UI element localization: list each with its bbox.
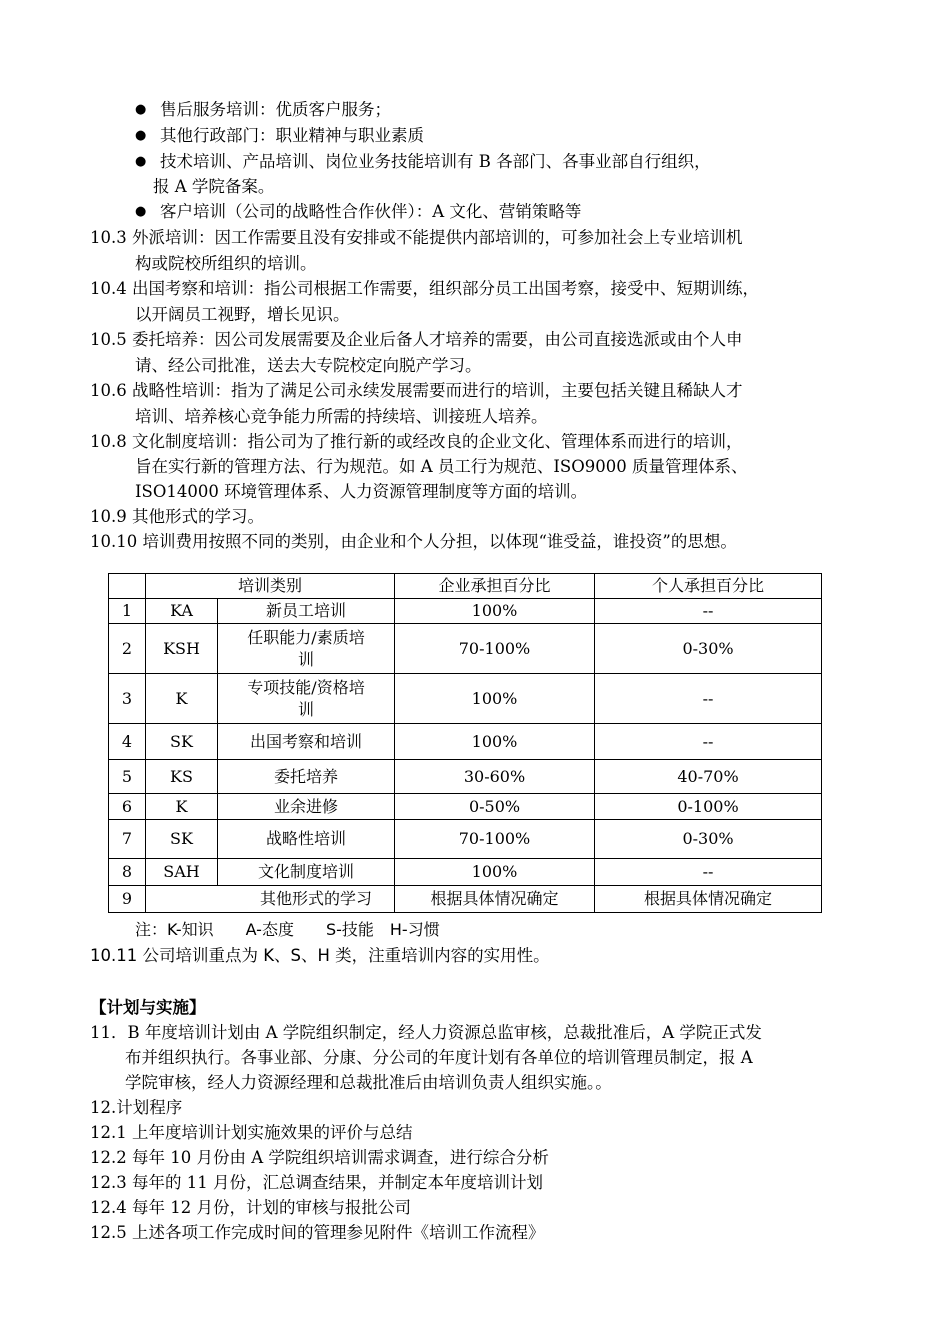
row-personal-share: -- bbox=[595, 859, 822, 886]
table-row bbox=[109, 820, 822, 859]
row-number: 4 bbox=[109, 724, 146, 760]
paragraph-10-6: 10.6 战略性培训：指为了满足公司永续发展需要而进行的培训，主要包括关键且稀缺人才 bbox=[90, 381, 743, 400]
row-company-share: 100% bbox=[395, 724, 595, 760]
table-row bbox=[109, 886, 822, 913]
paragraph-10-8-cont: ISO14000 环境管理体系、人力资源管理制度等方面的培训。 bbox=[135, 482, 588, 501]
row-name: 委托培养 bbox=[218, 760, 395, 794]
row-personal-share: -- bbox=[595, 674, 822, 724]
row-number: 9 bbox=[109, 886, 146, 913]
bullet-item: 技术培训、产品培训、岗位业务技能培训有 B 各部门、各事业部自行组织， bbox=[160, 152, 711, 171]
header-cell-category: 培训类别 bbox=[146, 574, 395, 599]
row-code: SAH bbox=[146, 859, 218, 886]
row-number: 3 bbox=[109, 674, 146, 724]
section-title: 【计划与实施】 bbox=[90, 998, 206, 1017]
table-row bbox=[109, 724, 822, 760]
row-code: K bbox=[146, 794, 218, 820]
header-cell-blank bbox=[109, 574, 146, 599]
paragraph-10-5-cont: 请、经公司批准，送去大专院校定向脱产学习。 bbox=[135, 356, 482, 375]
row-company-share: 100% bbox=[395, 859, 595, 886]
bullet-dot: ● bbox=[135, 102, 147, 117]
row-company-share: 30-60% bbox=[395, 760, 595, 794]
table-row bbox=[109, 859, 822, 886]
table-note: 注：K-知识 A-态度 S-技能 H-习惯 bbox=[135, 920, 440, 939]
bullet-item: 售后服务培训：优质客户服务； bbox=[160, 100, 391, 119]
paragraph-10-8-cont: 旨在实行新的管理方法、行为规范。如 A 员工行为规范、ISO9000 质量管理体系、 bbox=[135, 457, 748, 476]
row-code: KSH bbox=[146, 624, 218, 674]
row-company-share: 根据具体情况确定 bbox=[395, 886, 595, 913]
table-row bbox=[109, 599, 822, 624]
paragraph-10-5: 10.5 委托培养：因公司发展需要及企业后备人才培养的需要，由公司直接选派或由个人申 bbox=[90, 330, 743, 349]
paragraph-12-5: 12.5 上述各项工作完成时间的管理参见附件《培训工作流程》 bbox=[90, 1223, 545, 1242]
row-personal-share: 0-100% bbox=[595, 794, 822, 820]
paragraph-12-3: 12.3 每年的 11 月份，汇总调查结果，并制定本年度培训计划 bbox=[90, 1173, 543, 1192]
paragraph-10-3-cont: 构或院校所组织的培训。 bbox=[135, 254, 317, 273]
row-number: 5 bbox=[109, 760, 146, 794]
paragraph-11-cont: 布并组织执行。各事业部、分康、分公司的年度计划有各单位的培训管理员制定，报 A bbox=[125, 1048, 753, 1067]
row-personal-share: -- bbox=[595, 724, 822, 760]
bullet-item: 客户培训（公司的战略性合作伙伴）：A 文化、营销策略等 bbox=[160, 202, 582, 221]
table-row bbox=[109, 674, 822, 724]
paragraph-12-1: 12.1 上年度培训计划实施效果的评价与总结 bbox=[90, 1123, 413, 1142]
row-name: 任职能力/素质培训 bbox=[218, 624, 395, 674]
header-cell-company: 企业承担百分比 bbox=[395, 574, 595, 599]
row-code: KA bbox=[146, 599, 218, 624]
table-row bbox=[109, 624, 822, 674]
row-personal-share: -- bbox=[595, 599, 822, 624]
training-cost-table bbox=[108, 573, 822, 913]
row-number: 1 bbox=[109, 599, 146, 624]
row-name: 专项技能/资格培训 bbox=[218, 674, 395, 724]
paragraph-10-11: 10.11 公司培训重点为 K、S、H 类，注重培训内容的实用性。 bbox=[90, 946, 550, 965]
table-header-row bbox=[109, 574, 822, 599]
row-company-share: 100% bbox=[395, 599, 595, 624]
row-company-share: 0-50% bbox=[395, 794, 595, 820]
paragraph-10-3: 10.3 外派培训：因工作需要且没有安排或不能提供内部培训的，可参加社会上专业培训机 bbox=[90, 228, 743, 247]
paragraph-10-6-cont: 培训、培养核心竞争能力所需的持续培、训接班人培养。 bbox=[135, 407, 548, 426]
paragraph-10-9: 10.9 其他形式的学习。 bbox=[90, 507, 264, 526]
row-name: 其他形式的学习 bbox=[146, 886, 395, 913]
bullet-dot: ● bbox=[135, 128, 147, 143]
row-personal-share: 0-30% bbox=[595, 820, 822, 859]
row-name: 出国考察和培训 bbox=[218, 724, 395, 760]
paragraph-10-8: 10.8 文化制度培训：指公司为了推行新的或经改良的企业文化、管理体系而进行的培训， bbox=[90, 432, 743, 451]
paragraph-12: 12.计划程序 bbox=[90, 1098, 183, 1117]
row-personal-share: 40-70% bbox=[595, 760, 822, 794]
row-code: SK bbox=[146, 724, 218, 760]
bullet-item-continued: 报 A 学院备案。 bbox=[153, 177, 275, 196]
paragraph-10-10: 10.10 培训费用按照不同的类别，由企业和个人分担，以体现“谁受益，谁投资”的思想。 bbox=[90, 532, 737, 551]
bullet-dot: ● bbox=[135, 154, 147, 169]
paragraph-12-4: 12.4 每年 12 月份，计划的审核与报批公司 bbox=[90, 1198, 411, 1217]
row-code: KS bbox=[146, 760, 218, 794]
bullet-dot: ● bbox=[135, 204, 147, 219]
table-row bbox=[109, 794, 822, 820]
row-name: 业余进修 bbox=[218, 794, 395, 820]
paragraph-12-2: 12.2 每年 10 月份由 A 学院组织培训需求调查，进行综合分析 bbox=[90, 1148, 549, 1167]
row-company-share: 70-100% bbox=[395, 820, 595, 859]
paragraph-10-4-cont: 以开阔员工视野，增长见识。 bbox=[135, 305, 350, 324]
row-code: SK bbox=[146, 820, 218, 859]
paragraph-11-cont: 学院审核，经人力资源经理和总裁批准后由培训负责人组织实施。。 bbox=[125, 1073, 612, 1092]
paragraph-11: 11．B 年度培训计划由 A 学院组织制定，经人力资源总监审核，总裁批准后，A 学院正式发 bbox=[90, 1023, 762, 1042]
row-name: 文化制度培训 bbox=[218, 859, 395, 886]
row-name: 新员工培训 bbox=[218, 599, 395, 624]
row-personal-share: 0-30% bbox=[595, 624, 822, 674]
row-personal-share: 根据具体情况确定 bbox=[595, 886, 822, 913]
row-number: 7 bbox=[109, 820, 146, 859]
row-number: 6 bbox=[109, 794, 146, 820]
row-number: 2 bbox=[109, 624, 146, 674]
header-cell-personal: 个人承担百分比 bbox=[595, 574, 822, 599]
table-row bbox=[109, 760, 822, 794]
row-code: K bbox=[146, 674, 218, 724]
row-company-share: 70-100% bbox=[395, 624, 595, 674]
row-number: 8 bbox=[109, 859, 146, 886]
row-name: 战略性培训 bbox=[218, 820, 395, 859]
bullet-item: 其他行政部门：职业精神与职业素质 bbox=[160, 126, 424, 145]
paragraph-10-4: 10.4 出国考察和培训：指公司根据工作需要，组织部分员工出国考察，接受中、短期训练， bbox=[90, 279, 759, 298]
row-company-share: 100% bbox=[395, 674, 595, 724]
